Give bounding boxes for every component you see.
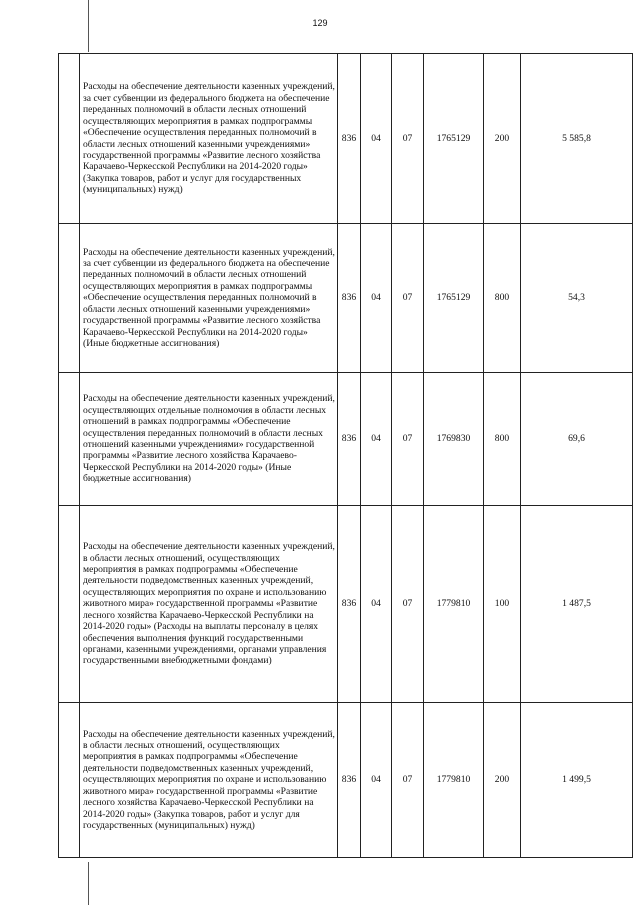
amount-cell: 54,3 <box>521 224 633 373</box>
budget-table <box>58 53 633 858</box>
target-article-cell: 1769830 <box>424 373 484 506</box>
amount-cell: 69,6 <box>521 373 633 506</box>
row-number-cell <box>59 54 80 224</box>
table-row <box>59 54 633 224</box>
row-number-cell <box>59 703 80 858</box>
subsection-cell: 07 <box>392 54 424 224</box>
expense-type-cell: 200 <box>484 703 521 858</box>
description-cell: Расходы на обеспечение деятельности казенных учреждений, за счет субвенции из федерального бюджета на обеспечение переданных полномочий в области лесных отношений осуществляющих мероприятия в рамках подпрограммы «Обеспечение осуществления переданных полномочий в области лесных отношений казенными учреждениями» государственной программы «Развитие лесного хозяйства Карачаево-Черкесской Республики на 2014-2020 годы» (Иные бюджетные ассигнования) <box>80 224 338 373</box>
row-number-cell <box>59 373 80 506</box>
amount-cell: 1 487,5 <box>521 506 633 703</box>
subsection-cell: 07 <box>392 224 424 373</box>
target-article-cell: 1765129 <box>424 224 484 373</box>
row-number-cell <box>59 224 80 373</box>
page-number: 129 <box>312 18 328 28</box>
expense-type-cell: 800 <box>484 224 521 373</box>
table-row <box>59 703 633 858</box>
description-cell: Расходы на обеспечение деятельности казенных учреждений, в области лесных отношений, осуществляющих мероприятия в рамках подпрограммы «Обеспечение деятельности подведомственных казенных учреждений, осуществляющих мероприятия по охране и использованию животного мира» государственной программы «Развитие лесного хозяйства Карачаево-Черкесской Республики на 2014-2020 годы» (Закупка товаров, работ и услуг для государственных (муниципальных) нужд) <box>80 703 338 858</box>
target-article-cell: 1779810 <box>424 506 484 703</box>
target-article-cell: 1765129 <box>424 54 484 224</box>
description-cell: Расходы на обеспечение деятельности казенных учреждений, в области лесных отношений, осуществляющих мероприятия в рамках подпрограммы «Обеспечение деятельности подведомственных казенных учреждений, осуществляющих мероприятия по охране и использованию животного мира» государственной программы «Развитие лесного хозяйства Карачаево-Черкесской Республики на 2014-2020 годы» (Расходы на выплаты персоналу в целях обеспечения выполнения функций государственными органами, казенными учреждениями, органами управления государственными внебюджетными фондами) <box>80 506 338 703</box>
description-cell: Расходы на обеспечение деятельности казенных учреждений, осуществляющих отдельные полномочия в области лесных отношений в рамках подпрограммы «Обеспечение осуществления переданных полномочий в области лесных отношений казенными учреждениями» государственной программы «Развитие лесного хозяйства Карачаево-Черкесской Республики на 2014-2020 годы» (Иные бюджетные ассигнования) <box>80 373 338 506</box>
section-cell: 04 <box>361 54 392 224</box>
department-code-cell: 836 <box>338 54 361 224</box>
expense-type-cell: 200 <box>484 54 521 224</box>
subsection-cell: 07 <box>392 506 424 703</box>
table-row <box>59 224 633 373</box>
table-row <box>59 506 633 703</box>
department-code-cell: 836 <box>338 224 361 373</box>
scan-artifact-line <box>88 862 89 905</box>
expense-type-cell: 100 <box>484 506 521 703</box>
amount-cell: 5 585,8 <box>521 54 633 224</box>
description-cell: Расходы на обеспечение деятельности казенных учреждений, за счет субвенции из федерального бюджета на обеспечение переданных полномочий в области лесных отношений осуществляющих мероприятия в рамках подпрограммы «Обеспечение осуществления переданных полномочий в области лесных отношений казенными учреждениями» государственной программы «Развитие лесного хозяйства Карачаево-Черкесской Республики на 2014-2020 годы» (Закупка товаров, работ и услуг для государственных (муниципальных) нужд) <box>80 54 338 224</box>
subsection-cell: 07 <box>392 703 424 858</box>
scan-artifact-line <box>88 0 89 52</box>
section-cell: 04 <box>361 703 392 858</box>
department-code-cell: 836 <box>338 506 361 703</box>
expense-type-cell: 800 <box>484 373 521 506</box>
subsection-cell: 07 <box>392 373 424 506</box>
row-number-cell <box>59 506 80 703</box>
section-cell: 04 <box>361 224 392 373</box>
section-cell: 04 <box>361 373 392 506</box>
department-code-cell: 836 <box>338 703 361 858</box>
table-row <box>59 373 633 506</box>
target-article-cell: 1779810 <box>424 703 484 858</box>
amount-cell: 1 499,5 <box>521 703 633 858</box>
department-code-cell: 836 <box>338 373 361 506</box>
section-cell: 04 <box>361 506 392 703</box>
